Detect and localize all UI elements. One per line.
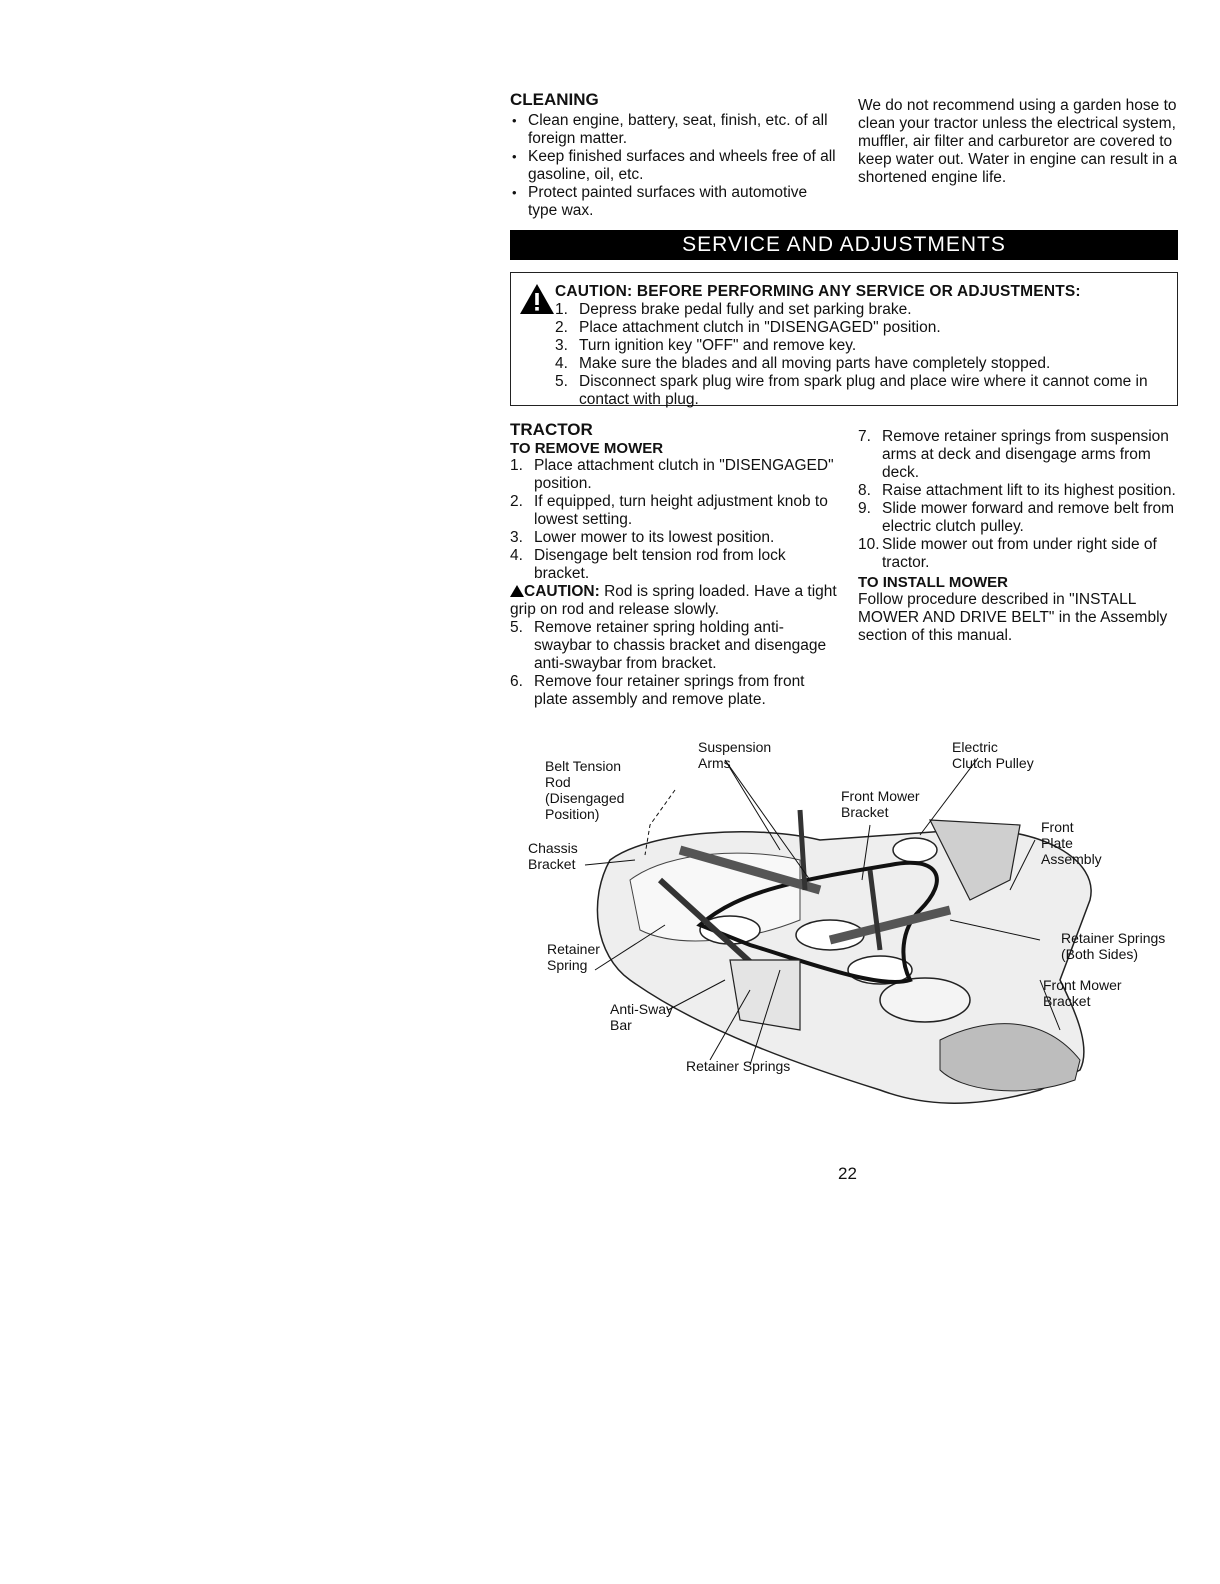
list-item: 8. Raise attachment lift to its highest position.: [858, 482, 1176, 499]
tractor-left-column: [510, 420, 840, 709]
list-item: 7. Remove retainer springs from suspension arms at deck and disengage arms from deck.: [858, 428, 1169, 481]
list-item: • Keep finished surfaces and wheels free of all gasoline, oil, etc.: [510, 148, 840, 184]
remove-steps-c: [858, 428, 1176, 572]
label-electric-clutch-pulley: Electric Clutch Pulley: [952, 739, 1034, 771]
section-banner: SERVICE AND ADJUSTMENTS: [510, 230, 1178, 260]
label-chassis-bracket: Chassis Bracket: [528, 840, 578, 872]
cleaning-title: CLEANING: [510, 90, 599, 109]
cleaning-note: We do not recommend using a garden hose to clean your tractor unless the electrical system, muffler, air filter and carburetor are covered to keep water out. Water in engine can result in a shortened engine life.: [858, 97, 1178, 186]
list-item: 4. Disengage belt tension rod from lock bracket.: [510, 547, 786, 582]
list-item: 6. Remove four retainer springs from front plate assembly and remove plate.: [510, 673, 805, 708]
label-front-plate-assembly: Front Plate Assembly: [1041, 819, 1102, 867]
install-text: Follow procedure described in "INSTALL MOWER AND DRIVE BELT" in the Assembly section of this manual.: [858, 591, 1168, 644]
list-item: 3. Turn ignition key "OFF" and remove key.: [555, 337, 857, 354]
caution-heading: CAUTION: BEFORE PERFORMING ANY SERVICE OR ADJUSTMENTS:: [555, 283, 1081, 300]
list-item: • Protect painted surfaces with automotive type wax.: [510, 184, 840, 220]
list-item: 5. Remove retainer spring holding anti-swaybar to chassis bracket and disengage anti-swaybar from bracket.: [510, 619, 827, 672]
list-item: 1. Place attachment clutch in "DISENGAGED" position.: [510, 457, 834, 492]
label-belt-tension-rod: Belt Tension Rod (Disengaged Position): [545, 758, 625, 822]
idler-pulley: [893, 838, 937, 862]
label-front-mower-bracket-bottom: Front Mower Bracket: [1043, 977, 1122, 1009]
rod-caution-label: CAUTION:: [524, 583, 600, 600]
list-item: 10. Slide mower out from under right side of tractor.: [858, 536, 1157, 571]
remove-steps-b: [510, 619, 840, 709]
list-item: 2. Place attachment clutch in "DISENGAGED" position.: [555, 319, 941, 336]
label-retainer-spring: Retainer Spring: [547, 941, 600, 973]
caution-box: [510, 272, 1178, 406]
warning-triangle-icon: [519, 283, 555, 315]
list-item: 5. Disconnect spark plug wire from spark plug and place wire where it cannot come in contact with plug.: [555, 373, 1148, 408]
list-item: 2. If equipped, turn height adjustment knob to lowest setting.: [510, 493, 828, 528]
label-retainer-springs: Retainer Springs: [686, 1058, 791, 1074]
spindle-housing: [880, 978, 970, 1022]
remove-steps-a: [510, 457, 840, 583]
cleaning-bullets: [510, 112, 840, 220]
list-item: 3. Lower mower to its lowest position.: [510, 529, 775, 546]
cleaning-section: [510, 90, 840, 220]
remove-mower-title: TO REMOVE MOWER: [510, 440, 664, 457]
install-mower-title: TO INSTALL MOWER: [858, 574, 1008, 591]
label-front-mower-bracket-top: Front Mower Bracket: [841, 788, 920, 820]
label-retainer-springs-both-sides: Retainer Springs (Both Sides): [1061, 930, 1166, 962]
warning-small-icon: [510, 585, 524, 597]
list-item: 9. Slide mower forward and remove belt from electric clutch pulley.: [858, 500, 1175, 535]
bracket-body: [730, 960, 800, 1030]
caution-steps: [555, 301, 1165, 409]
page-number: 22: [838, 1164, 857, 1183]
tractor-title: TRACTOR: [510, 420, 593, 439]
label-suspension-arms: Suspension Arms: [698, 739, 772, 771]
tractor-right-column: [858, 428, 1176, 645]
list-item: • Clean engine, battery, seat, finish, etc. of all foreign matter.: [510, 112, 840, 148]
rod-caution: [510, 583, 840, 619]
label-anti-sway-bar: Anti-Sway Bar: [610, 1001, 674, 1033]
list-item: 1. Depress brake pedal fully and set parking brake.: [555, 301, 912, 318]
rod-caution-text: Rod is spring loaded. Have a tight grip on rod and release slowly.: [510, 583, 837, 618]
list-item: 4. Make sure the blades and all moving parts have completely stopped.: [555, 355, 1051, 372]
